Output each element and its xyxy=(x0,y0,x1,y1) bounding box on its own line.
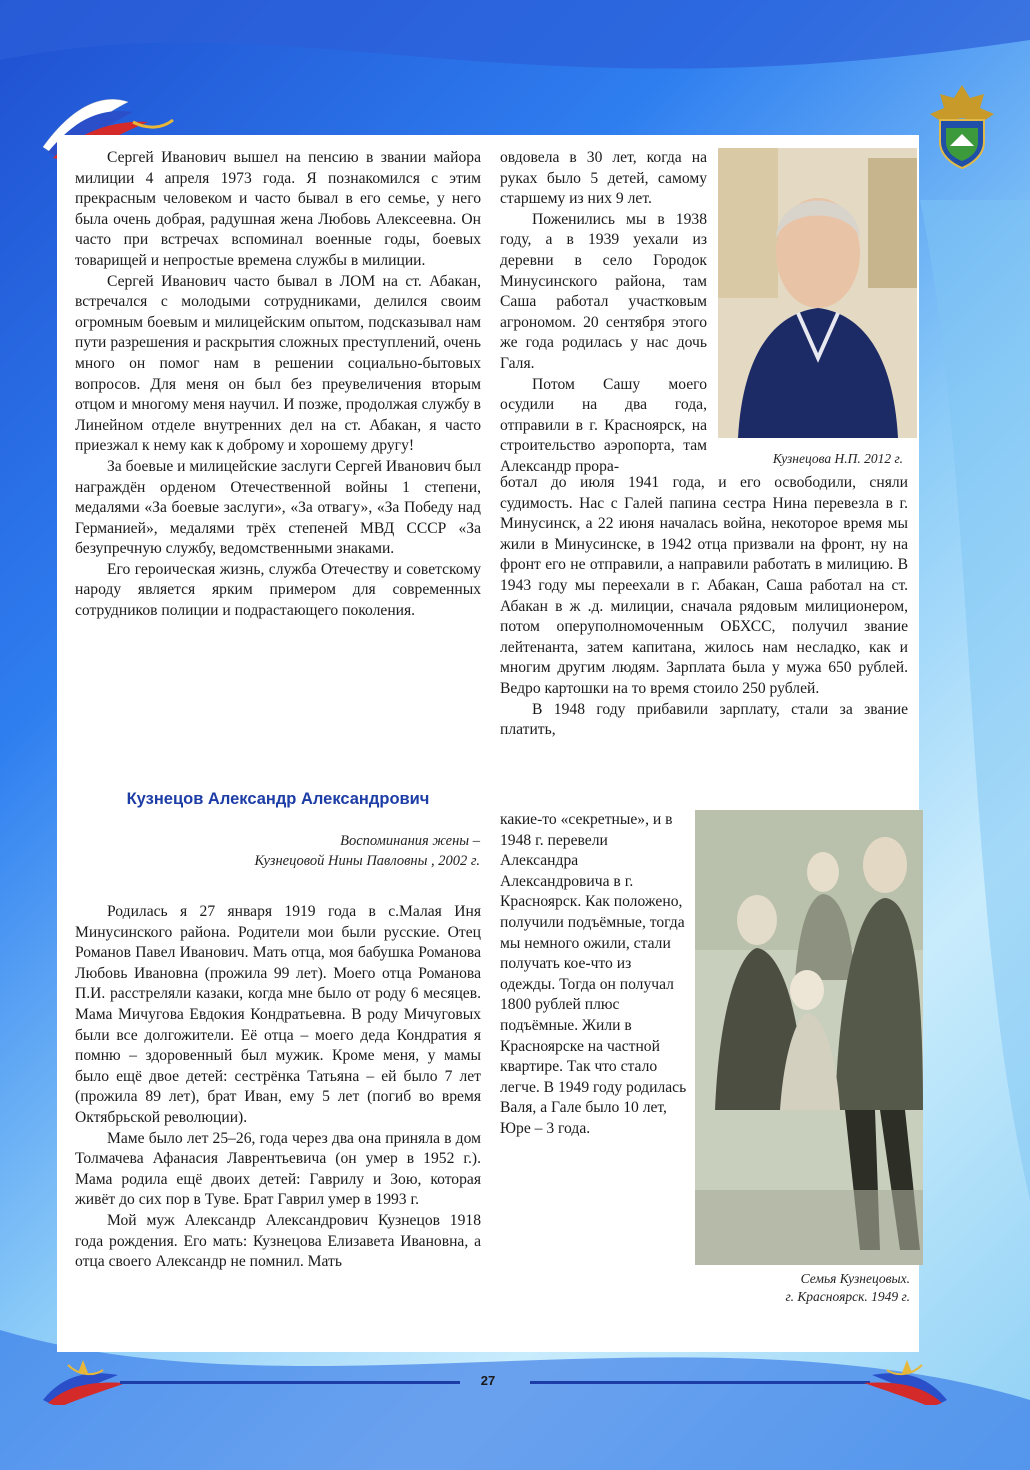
portrait-photo xyxy=(718,148,917,438)
right-column-bottom-text xyxy=(500,810,687,1140)
footer-divider-left xyxy=(120,1381,460,1384)
paragraph: Сергей Иванович вышел на пенсию в звании майора милиции 4 апреля 1973 года. Я познакомился с этим прекрасным человеком и часто бывал в его семье, у него была очень добрая, радушная жена Любовь Алексеевна. Он часто при встречах вспоминал военные годы, боевых товарищей и непростые времена службы в милиции. xyxy=(75,149,481,269)
page-number: 27 xyxy=(480,1373,496,1388)
paragraph: Сергей Иванович часто бывал в ЛОМ на ст. Абакан, встречался с молодыми сотрудниками, делился своим огромным боевым и милицейским опытом, подсказывал нам пути разрешения и раскрытия сложных преступлений, очень много он помог нам в решении социально-бытовых вопросов. Для меня он был без преувеличения вторым отцом и многому меня научил. И позже, продолжая службу в Линейном отделе внутренних дел на ст. Абакан, я часто приезжал к нему как к доброму и хорошему другу! xyxy=(75,272,481,455)
paragraph: овдовела в 30 лет, когда на руках было 5 детей, самому старшему из них 9 лет. xyxy=(500,149,707,208)
left-column-text xyxy=(75,148,481,622)
family-illustration xyxy=(695,810,923,1265)
memoir-line: Кузнецовой Нины Павловны , 2002 г. xyxy=(254,853,480,869)
caption-line: г. Красноярск. 1949 г. xyxy=(785,1289,910,1304)
footer-left-ornament-icon xyxy=(38,1355,128,1405)
family-photo-caption xyxy=(700,1270,910,1306)
family-photo xyxy=(695,810,923,1265)
paragraph: ботал до июля 1941 года, и его освободили, сняли судимость. Нас с Галей папина сестра Нина перевезла в г. Минусинск, а 22 июня началась война, некоторое время мы жили в Минусинске, в 1942 отца призвали на фронт, ну на фронт его не отправили, а направили работать в милицию. В 1943 году мы переехали в г. Абакан, Саша работал на ст. Абакан в ж .д. милиции, сначала рядовым милиционером, потом оперуполномоченным ОБХСС, получил звание лейтенанта, затем капитана, жилось нам несладко, как и многим другим людям. Зарплата была у мужа 650 рублей. Ведро картошки на то время стоило 250 рублей. xyxy=(500,474,908,697)
right-column-middle-text xyxy=(500,473,908,741)
paragraph: какие-то «секретные», и в 1948 г. перевели Александра Александровича в г. Красноярск. Как положено, получили подъёмные, тогда мы немного ожили, стали получать кое-что из одежды. Тогда он получал 1800 рублей плюс подъёмные. Жили в Красноярске на частной квартире. Так что стало легче. В 1949 году родилась Валя, а Гале было 10 лет, Юре – 3 года. xyxy=(500,811,687,1137)
memoir-line: Воспоминания жены – xyxy=(340,833,480,849)
footer-right-ornament-icon xyxy=(862,1355,952,1405)
section-title: Кузнецов Александр Александрович xyxy=(126,790,430,808)
right-column-top-text xyxy=(500,148,707,478)
paragraph: Родилась я 27 января 1919 года в с.Малая Иня Минусинского района. Родители мои были русские. Отец Романов Павел Иванович. Мать отца, моя бабушка Романова Любовь Ивановна (прожила 99 лет). Моего отца Романова П.И. расстреляли казаки, когда мне было от роду 6 месяцев. Мама Мичугова Евдокия Кондратьевна. В роду Мичуговых были все долгожители. Её отца – моего деда Кондратия я помню – здоровенный был мужик. Кроме меня, у мамы было ещё двое детей: сестрёнка Татьяна – ей было 7 лет (прожила 89 лет), брат Иван, ему 5 лет (погиб во время Октябрьской революции). xyxy=(75,903,481,1126)
paragraph: Поженились мы в 1938 году, а в 1939 уехали из деревни в село Городок Минусинского района, там Саша работал участковым агрономом. 20 сентября этого же года родилась у нас дочь Галя. xyxy=(500,210,707,372)
portrait-caption: Кузнецова Н.П. 2012 г. xyxy=(772,451,903,466)
footer-divider-right xyxy=(530,1381,870,1384)
left-column-memoir-text xyxy=(75,902,481,1273)
paragraph: Мой муж Александр Александрович Кузнецов 1918 года рождения. Его мать: Кузнецова Елизавета Ивановна, а отца своего Александр не помнил. Мать xyxy=(75,1211,481,1271)
caption-line: Семья Кузнецовых. xyxy=(800,1271,910,1286)
police-emblem-icon xyxy=(922,80,1002,170)
paragraph: Его героическая жизнь, служба Отечеству и советскому народу является ярким примером для современных сотрудников полиции и подрастающего поколения. xyxy=(75,560,481,620)
paragraph: За боевые и милицейские заслуги Сергей Иванович был награждён орденом Отечественной войны 1 степени, медалями «За боевые заслуги», «За отвагу», «За Победу над Германией», медалями трёх степеней МВД СССР «За безупречную службу, ведомственными знаками. xyxy=(75,457,481,558)
paragraph: Потом Сашу моего осудили на два года, отправили в г. Красноярск, на строительство аэропорта, там Александр прора- xyxy=(500,375,707,475)
paragraph: Маме было лет 25–26, года через два она приняла в дом Толмачева Афанасия Лаврентьевича (он умер в 1952 г.). Мама родила ещё двоих детей: Гаврилу и Зою, которая живёт до сих пор в Туве. Брат Гаврил умер в 1993 г. xyxy=(75,1129,481,1209)
memoir-attribution xyxy=(160,831,480,871)
portrait-illustration xyxy=(718,148,917,438)
paragraph: В 1948 году прибавили зарплату, стали за звание платить, xyxy=(500,700,908,739)
